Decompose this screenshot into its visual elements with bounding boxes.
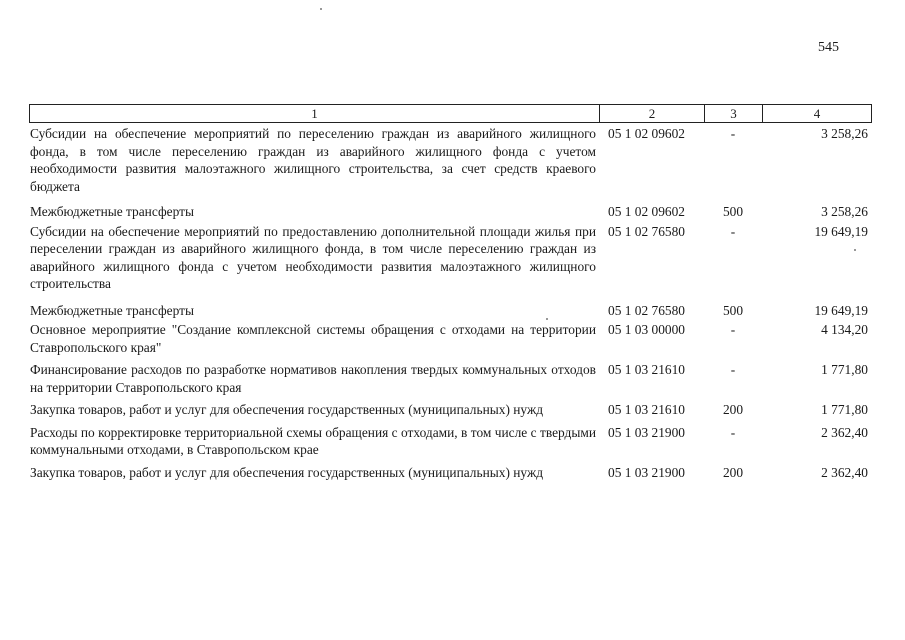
- row-type: -: [730, 126, 736, 141]
- row-code: 05 1 02 09602: [608, 204, 685, 219]
- header-col-3: 3: [705, 105, 763, 122]
- table-row: [30, 361, 872, 396]
- row-code: 05 1 03 21610: [608, 402, 685, 417]
- scan-speck: [854, 249, 856, 251]
- header-col-1: 1: [30, 105, 600, 122]
- row-name: Закупка товаров, работ и услуг для обеспечения государственных (муниципальных) нужд: [30, 464, 544, 480]
- row-amount: 19 649,19: [814, 302, 868, 318]
- page-number: 545: [818, 40, 839, 55]
- table-row: [30, 424, 872, 459]
- row-name: Межбюджетные трансферты: [30, 204, 194, 219]
- row-amount: 1 771,80: [821, 402, 868, 417]
- row-code: 05 1 03 21610: [608, 362, 685, 377]
- row-name: Межбюджетные трансферты: [30, 302, 194, 318]
- row-code: 05 1 03 21900: [608, 424, 685, 440]
- row-amount: 2 362,40: [821, 464, 868, 480]
- row-amount: 3 258,26: [821, 126, 868, 141]
- header-col-2: 2: [600, 105, 705, 122]
- row-name: Закупка товаров, работ и услуг для обеспечения государственных (муниципальных) нужд: [30, 402, 544, 417]
- row-name: Субсидии на обеспечение мероприятий по предоставлению дополнительной площади жилья при переселении граждан из аварийного жилищного фонда, в том числе переселению граждан из аварийного жилищного фонда с учетом необходимости развития малоэтажного жилищного строительства: [30, 223, 596, 291]
- row-amount: 1 771,80: [821, 362, 868, 377]
- row-amount: 19 649,19: [814, 223, 868, 239]
- row-code: 05 1 03 00000: [608, 322, 685, 337]
- row-type: -: [730, 362, 736, 377]
- row-code: 05 1 02 09602: [608, 126, 685, 141]
- table-row: [30, 321, 872, 356]
- row-type: -: [730, 322, 736, 337]
- row-code: 05 1 02 76580: [608, 223, 685, 239]
- row-amount: 4 134,20: [821, 322, 868, 337]
- row-type: -: [730, 424, 736, 440]
- row-name: Субсидии на обеспечение мероприятий по переселению граждан из аварийного жилищного фонда, в том числе переселению граждан из аварийного жилищного фонда с учетом необходимости развития малоэтажного жилищного строительства, за счет средств краевого бюджета: [30, 126, 596, 194]
- row-code: 05 1 03 21900: [608, 464, 685, 480]
- table-row: [30, 302, 872, 320]
- row-code: 05 1 02 76580: [608, 302, 685, 318]
- table-row: [30, 401, 872, 419]
- row-amount: 2 362,40: [821, 424, 868, 440]
- row-name: Финансирование расходов по разработке нормативов накопления твердых коммунальных отходов на территории Ставропольского края: [30, 362, 596, 395]
- scan-speck: [546, 318, 548, 320]
- scan-speck: [320, 8, 322, 10]
- table-row: [30, 464, 872, 482]
- table-row: [30, 203, 872, 221]
- table-header: [29, 104, 872, 123]
- row-type: 500: [722, 204, 744, 219]
- table-row: [30, 125, 872, 195]
- row-type: 200: [722, 402, 744, 417]
- row-name: Основное мероприятие "Создание комплексной системы обращения с отходами на территории Ставропольского края": [30, 322, 596, 355]
- table-body: [30, 125, 872, 481]
- header-col-4: 4: [813, 105, 821, 121]
- row-type: -: [730, 223, 736, 239]
- table-row: [30, 223, 872, 293]
- row-amount: 3 258,26: [821, 204, 868, 219]
- row-type: 500: [722, 302, 744, 318]
- row-name: Расходы по корректировке территориальной схемы обращения с отходами, в том числе с твердыми коммунальными отходами, в Ставропольском крае: [30, 424, 596, 457]
- row-type: 200: [722, 464, 744, 480]
